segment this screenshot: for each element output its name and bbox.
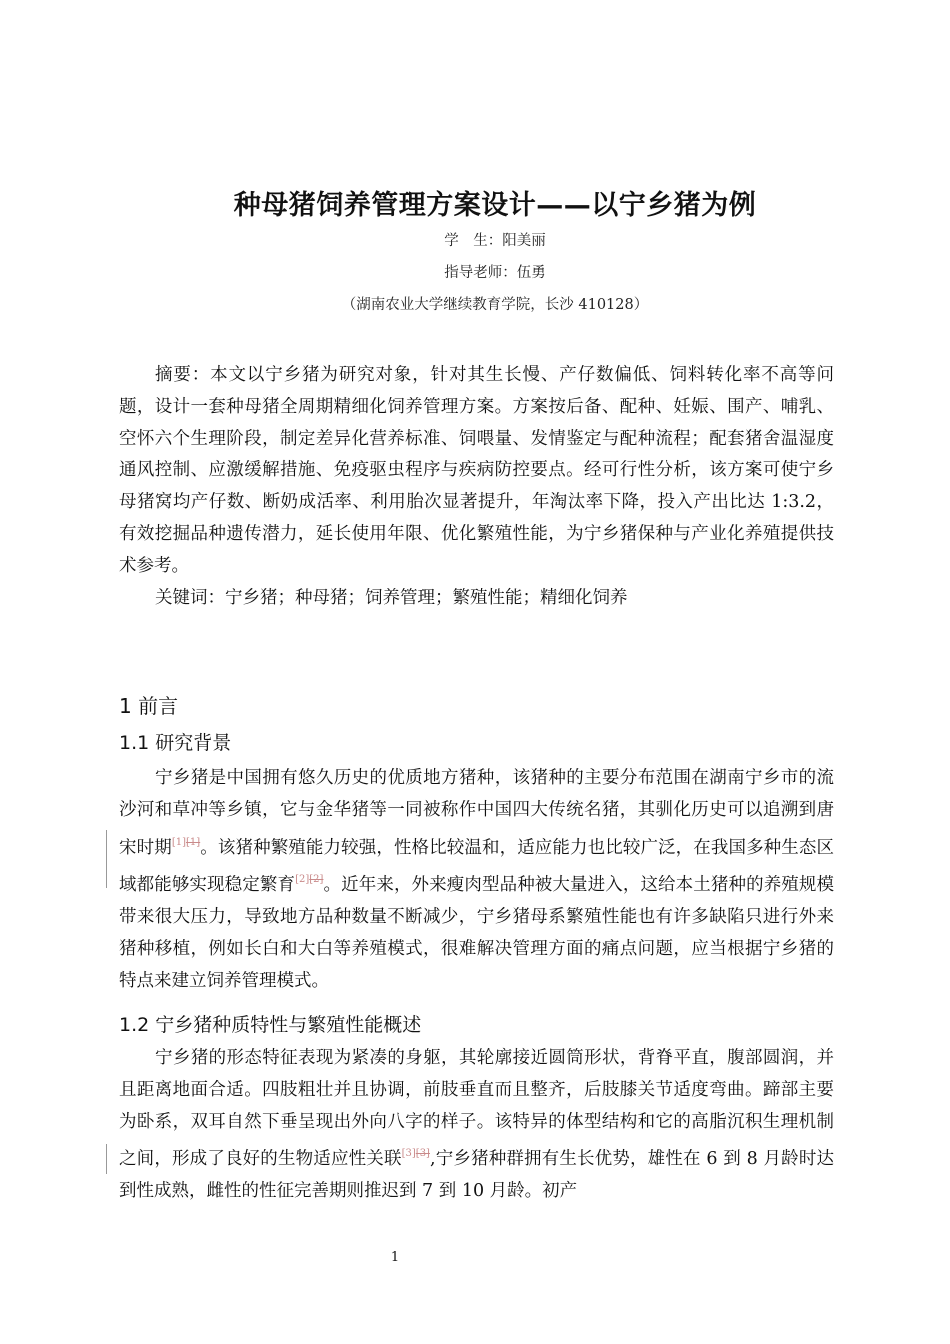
section-1-1-body — [119, 763, 834, 998]
section-1-2-body — [119, 1043, 834, 1208]
citation-ref-deleted: [1] — [186, 836, 201, 848]
abstract-paragraph — [119, 360, 834, 583]
citation-ref[interactable]: [1] — [171, 836, 186, 848]
text-run: ,宁乡猪种群拥有生长优势，雄性在 6 到 8 月龄时达到性成熟，雌性的性征完善期则推迟到 7 到 10 月龄。初产 — [119, 1149, 834, 1202]
citation-ref-deleted: [3] — [415, 1148, 430, 1160]
affiliation-line: （湖南农业大学继续教育学院，长沙 410128） — [341, 297, 649, 313]
citation-ref[interactable]: [2] — [295, 874, 310, 886]
revision-change-bar — [106, 1144, 107, 1174]
section-heading-1: 1 前言 — [119, 694, 179, 718]
page-number: 1 — [390, 1250, 400, 1265]
advisor-line: 指导老师：伍勇 — [444, 265, 546, 281]
revision-change-bar — [106, 830, 107, 888]
keywords-label: 关键词： — [155, 587, 225, 608]
text-run: 。该猪种繁殖能力较强，性格比较温和，适应能力也比较广泛，在我国多种生态区域都能够实现稳定繁育 — [119, 837, 835, 896]
text-run: 。近年来，外来瘦肉型品种被大量进入，这给本土猪种的养殖规模带来很大压力，导致地方品种数量不断减少，宁乡猪母系繁殖性能也有许多缺陷只进行外来猪种移植，例如长白和大白等养殖模式，很难解决管理方面的痛点问题，应当根据宁乡猪的特点来建立饲养管理模式。 — [119, 875, 835, 991]
keywords-paragraph — [119, 583, 834, 615]
keywords-text: 宁乡猪；种母猪；饲养管理；繁殖性能；精细化饲养 — [225, 587, 628, 608]
abstract-section — [119, 360, 834, 614]
document-title: 种母猪饲养管理方案设计——以宁乡猪为例 — [233, 190, 757, 221]
text-run: 宁乡猪的形态特征表现为紧凑的身躯，其轮廓接近圆筒形状，背脊平直，腹部圆润，并且距离地面合适。四肢粗壮并且协调，前肢垂直而且整齐，后肢膝关节适度弯曲。蹄部主要为卧系，双耳自然下垂呈现出外向八字的样子。该特异的体型结构和它的高脂沉积生理机制之间，形成了良好的生物适应性关联 — [119, 1048, 834, 1170]
citation-ref[interactable]: [3] — [401, 1148, 416, 1160]
abstract-label: 摘要： — [155, 365, 211, 385]
paragraph-research-background — [119, 763, 834, 998]
citation-ref-deleted: [2] — [309, 874, 324, 886]
student-line: 学 生：阳美丽 — [444, 233, 546, 249]
paragraph-germplasm-traits — [119, 1043, 834, 1208]
section-heading-1-1: 1.1 研究背景 — [119, 732, 232, 754]
text-run: 宁乡猪是中国拥有悠久历史的优质地方猪种，该猪种的主要分布范围在湖南宁乡市的流沙河和草冲等乡镇，它与金华猪等一同被称作中国四大传统名猪，其驯化历史可以追溯到唐宋时期 — [119, 768, 834, 858]
abstract-text: 本文以宁乡猪为研究对象，针对其生长慢、产仔数偏低、饲料转化率不高等问题，设计一套种母猪全周期精细化饲养管理方案。方案按后备、配种、妊娠、围产、哺乳、空怀六个生理阶段，制定差异化营养标准、饲喂量、发情鉴定与配种流程；配套猪舍温湿度通风控制、应激缓解措施、免疫驱虫程序与疾病防控要点。经可行性分析，该方案可使宁乡母猪窝均产仔数、断奶成活率、利用胎次显著提升，年淘汰率下降，投入产出比达 1:3.2，有效挖掘品种遗传潜力，延长使用年限、优化繁殖性能，为宁乡猪保种与产业化养殖提供技术参考。 — [119, 365, 834, 576]
section-heading-1-2: 1.2 宁乡猪种质特性与繁殖性能概述 — [119, 1014, 422, 1036]
